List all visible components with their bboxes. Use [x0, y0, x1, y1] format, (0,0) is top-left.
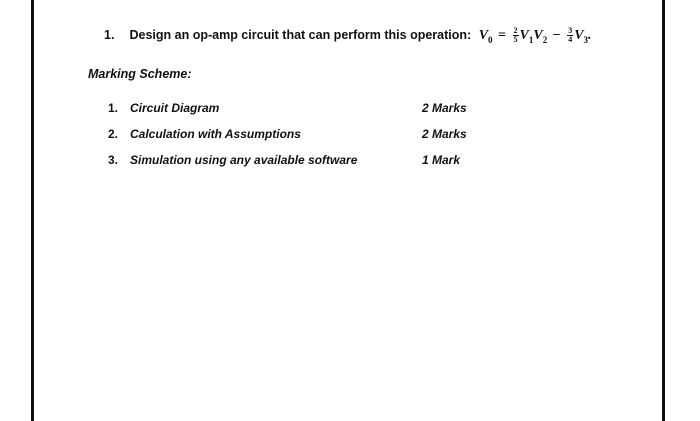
formula-lhs-sub: 0 [488, 34, 493, 45]
formula-v1-sub: 1 [528, 34, 534, 45]
question-text: Design an op-amp circuit that can perform this operation: [129, 28, 472, 42]
scheme-item-label: Calculation with Assumptions [130, 127, 301, 141]
scheme-item-marks: 2 Marks [422, 127, 467, 141]
fraction-1-numerator: 2 [513, 26, 518, 36]
scheme-item-marks: 2 Marks [422, 101, 467, 115]
scheme-item-marks: 1 Mark [422, 153, 461, 167]
formula-v3: V [574, 28, 584, 43]
scheme-item-number: 2. [108, 127, 119, 141]
page-border-right [662, 0, 665, 421]
formula-v3-sub: 3 [583, 34, 589, 45]
question-number: 1. [104, 28, 115, 42]
fraction-2 [567, 27, 573, 44]
marking-scheme-title: Marking Scheme: [88, 67, 192, 81]
scheme-item [108, 127, 301, 141]
formula-v2-sub: 2 [542, 34, 548, 45]
page-border-left [31, 0, 34, 421]
formula [479, 28, 592, 43]
fraction-2-denominator: 4 [568, 35, 573, 45]
formula-v2: V [533, 28, 543, 43]
fraction-1 [513, 27, 519, 44]
fraction-1-denominator: 5 [513, 35, 518, 45]
fraction-2-numerator: 3 [568, 26, 573, 36]
formula-equals: = [498, 28, 507, 43]
scheme-item-label: Simulation using any available software [130, 153, 358, 167]
scheme-item-number: 1. [108, 101, 119, 115]
question-1 [104, 20, 664, 55]
formula-lhs: V [478, 28, 489, 43]
formula-end: . [588, 28, 592, 43]
scheme-item-label: Circuit Diagram [130, 101, 220, 115]
scheme-item [108, 101, 219, 115]
formula-v1: V [519, 28, 529, 43]
formula-minus: − [552, 28, 561, 43]
scheme-item [108, 153, 357, 167]
scheme-item-number: 3. [108, 153, 119, 167]
